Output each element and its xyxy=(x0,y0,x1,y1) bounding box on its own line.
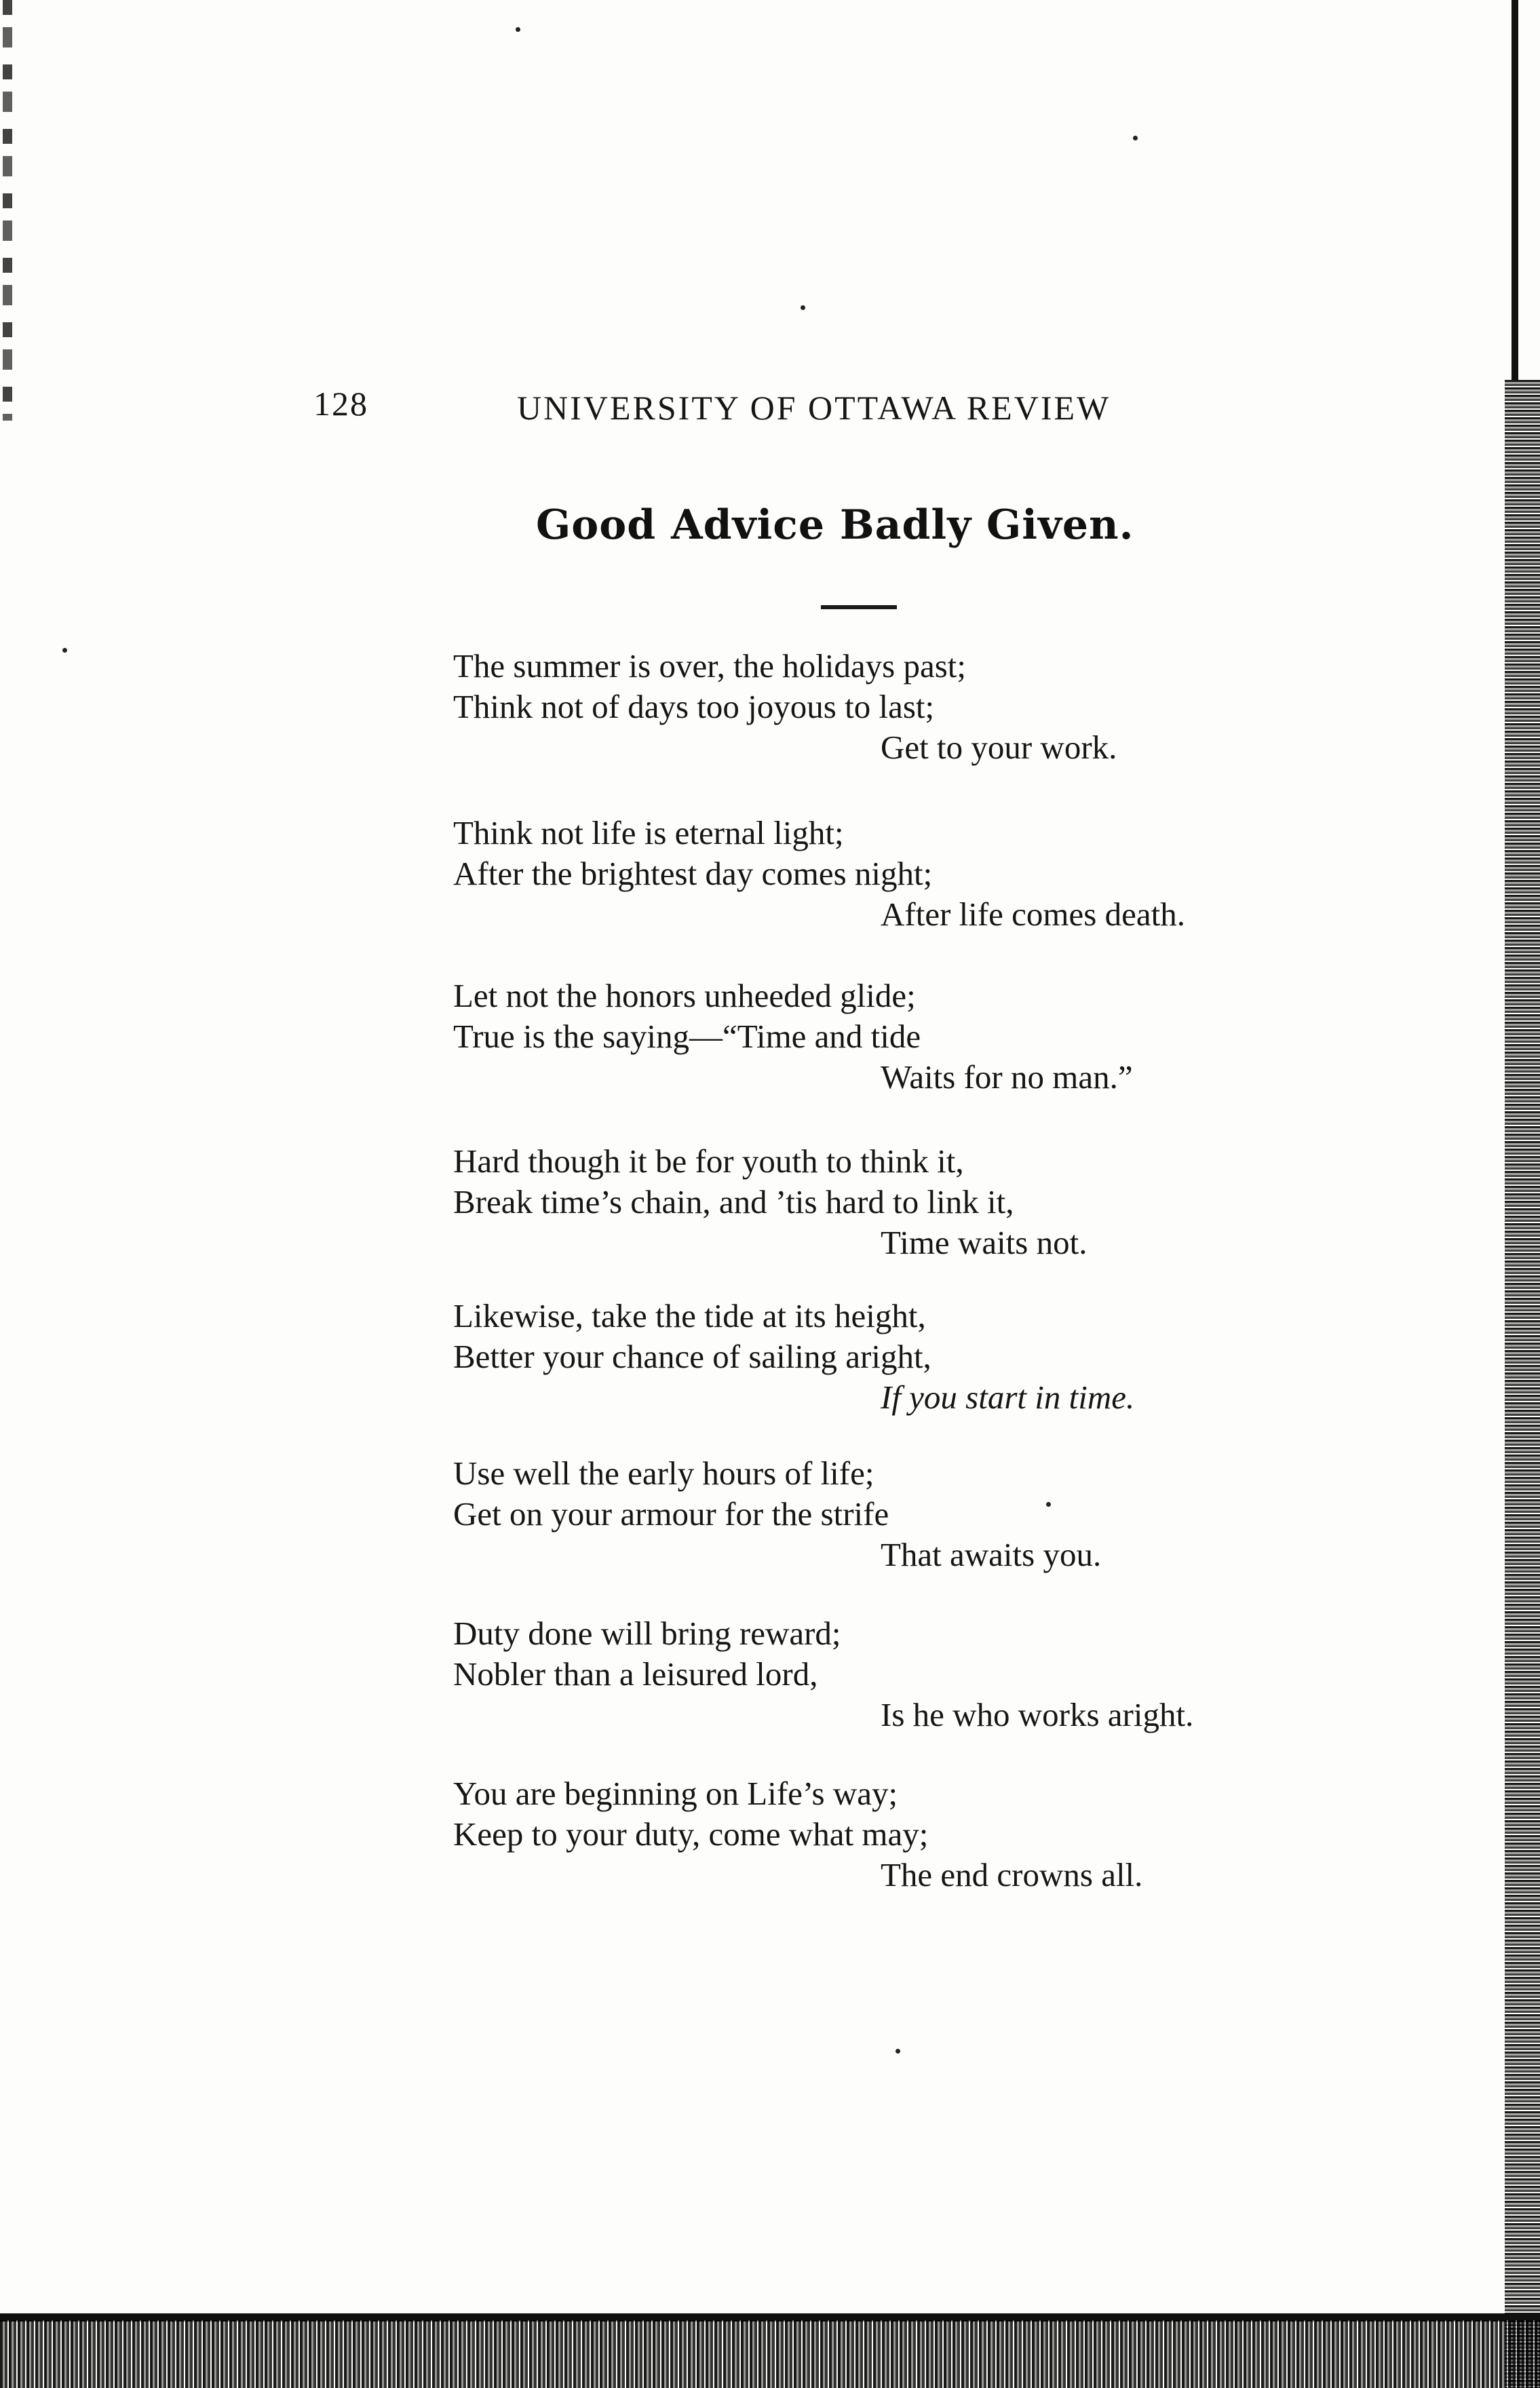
poem-refrain: That awaits you. xyxy=(881,1536,1102,1573)
page-edge-right-top xyxy=(1512,0,1518,380)
title-rule xyxy=(821,605,897,609)
running-head: UNIVERSITY OF OTTAWA REVIEW xyxy=(517,389,1111,427)
scan-speck xyxy=(62,648,67,653)
stanza xyxy=(453,1296,1267,1418)
stanza xyxy=(453,1613,1267,1735)
poem-line: Nobler than a leisured lord, xyxy=(453,1655,818,1693)
poem-title: Good Advice Badly Given. xyxy=(536,501,1134,549)
poem-line: The summer is over, the holidays past; xyxy=(453,647,967,685)
stanza xyxy=(453,813,1267,935)
stanza xyxy=(453,976,1267,1098)
page-number: 128 xyxy=(313,385,368,423)
poem-line: After the brightest day comes night; xyxy=(453,855,933,892)
poem-line: Likewise, take the tide at its height, xyxy=(453,1297,926,1334)
page-edge-bottom xyxy=(0,2320,1540,2388)
poem-line: Think not of days too joyous to last; xyxy=(453,688,935,725)
poem-line: True is the saying—“Time and tide xyxy=(453,1018,921,1055)
poem-refrain: Get to your work. xyxy=(881,729,1117,766)
poem-line: You are beginning on Life’s way; xyxy=(453,1775,898,1812)
stanza xyxy=(453,1141,1267,1263)
scan-speck xyxy=(801,305,805,310)
poem-refrain: Is he who works aright. xyxy=(881,1696,1194,1733)
poem-refrain: Time waits not. xyxy=(881,1224,1087,1261)
poem-line: Break time’s chain, and ’tis hard to link it, xyxy=(453,1183,1014,1220)
poem-line: Use well the early hours of life; xyxy=(453,1455,874,1492)
poem-line: Better your chance of sailing aright, xyxy=(453,1338,931,1375)
poem-line: Hard though it be for youth to think it, xyxy=(453,1142,964,1180)
scan-speck xyxy=(516,27,520,32)
stanza xyxy=(453,1453,1267,1575)
poem-refrain: The end crowns all. xyxy=(881,1856,1143,1893)
binding-edge-left xyxy=(3,0,12,421)
scan-speck xyxy=(1133,136,1138,140)
poem-line: Let not the honors unheeded glide; xyxy=(453,977,916,1014)
poem-refrain: After life comes death. xyxy=(881,896,1185,933)
poem-line: Duty done will bring reward; xyxy=(453,1615,841,1652)
poem-refrain: If you start in time. xyxy=(881,1379,1135,1416)
scan-speck xyxy=(1046,1502,1051,1507)
poem-line: Keep to your duty, come what may; xyxy=(453,1815,929,1853)
page-edge-right xyxy=(1505,380,1540,2388)
stanza xyxy=(453,646,1267,768)
poem-refrain: Waits for no man.” xyxy=(881,1058,1133,1096)
stanza xyxy=(453,1773,1267,1895)
poem-line: Think not life is eternal light; xyxy=(453,814,844,851)
scan-speck xyxy=(896,2049,900,2054)
poem-line: Get on your armour for the strife xyxy=(453,1495,889,1533)
